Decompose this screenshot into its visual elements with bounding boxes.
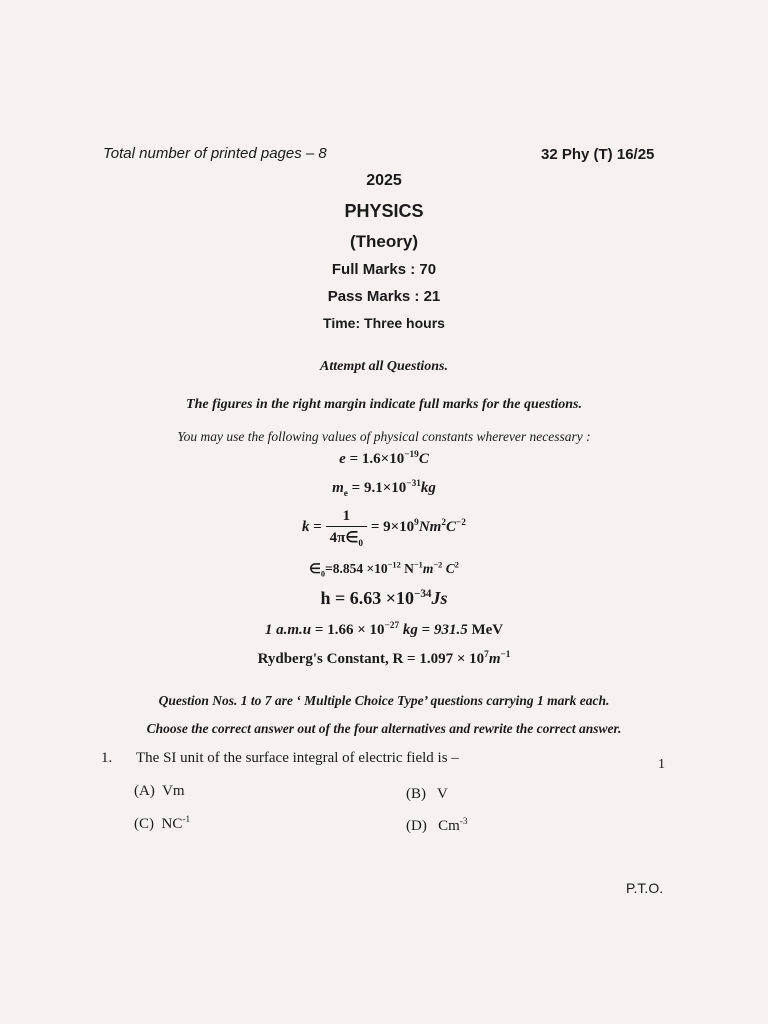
exponent: 9 <box>414 517 419 528</box>
constant-amu: 1 $a.m.u = 1.66 \times 10^{-27}$ kg = 931.5 MeV <box>264 621 504 638</box>
subscript: e <box>343 489 348 499</box>
figures-note: The figures in the right margin indicate full marks for the questions. <box>186 397 582 412</box>
paper-code: 32 Phy (T) 16/25 <box>541 146 655 163</box>
value: = 9.1×10 <box>347 480 407 496</box>
time-allowed: Time: Three hours <box>323 315 445 331</box>
constant-electron-charge <box>0 451 768 468</box>
option-c[interactable] <box>134 816 190 833</box>
question-marks: 1 <box>658 757 665 772</box>
exponent: −19 <box>404 450 419 460</box>
option-label: (D) <box>406 818 427 834</box>
attempt-instruction: Attempt all Questions. <box>320 359 448 374</box>
please-turn-over: P.T.O. <box>626 880 664 896</box>
numerator: 1 <box>326 508 367 527</box>
option-text: Vm <box>162 783 185 799</box>
option-a[interactable] <box>134 783 185 800</box>
option-label: (B) <box>406 786 426 802</box>
symbol: m <box>332 480 344 496</box>
pass-marks: Pass Marks : 21 <box>327 288 441 305</box>
symbol: 1 a.m.u <box>264 622 312 638</box>
option-text: V <box>436 786 448 802</box>
full-marks: Full Marks : 70 <box>331 261 437 278</box>
unit: kg <box>420 480 436 496</box>
option-exponent: -3 <box>459 817 468 827</box>
value: h = 6.63 ×10 <box>320 588 414 608</box>
symbol: ∈ <box>309 561 321 576</box>
constants-note: You may use the following values of physical constants wherever necessary : <box>177 429 591 444</box>
constant-electron-mass <box>0 480 768 497</box>
exam-year: 2025 <box>366 172 402 189</box>
denominator: $4\pi\in_0$ <box>329 530 364 549</box>
total-pages-note: Total number of printed pages – 8 <box>103 145 327 162</box>
value: = 9×10 <box>370 518 415 535</box>
mcq-intro-line1: Question Nos. 1 to 7 are ‘ Multiple Choice Type’ questions carrying 1 mark each. <box>158 693 610 708</box>
question-number: 1. <box>101 750 113 766</box>
option-exponent: -1 <box>182 815 191 825</box>
subject-title: PHYSICS <box>344 201 424 221</box>
value: = 1.6×10 <box>345 451 405 467</box>
paper-type: (Theory) <box>350 232 418 251</box>
fraction <box>326 508 367 547</box>
unit: Js <box>431 588 448 608</box>
option-text: Cm <box>438 818 460 834</box>
constant-rydberg: Rydberg's Constant, $R = 1.097 \times 10^7m^{-1}$ <box>257 650 511 667</box>
symbol: k <box>302 518 310 535</box>
mcq-intro-line2: Choose the correct answer out of the four alternatives and rewrite the correct answer. <box>146 721 622 736</box>
unit: C <box>418 451 429 467</box>
constant-planck: $h = 6.63 \times 10^{-34}Js$ <box>320 588 448 608</box>
symbol: e <box>339 451 346 467</box>
question-text: The SI unit of the surface integral of electric field is – <box>136 750 459 766</box>
constant-coulomb: k = $\frac{1}{4\pi\in_0}$ = $9\times 10^9Nm^2C^{-2}$ <box>302 508 466 549</box>
option-label: (C) <box>134 816 154 832</box>
option-d[interactable] <box>406 818 468 835</box>
unit: Nm <box>418 518 442 535</box>
option-b[interactable] <box>406 786 448 803</box>
value: =8.854 ×10 <box>325 561 388 576</box>
exponent: −31 <box>406 479 421 489</box>
option-label: (A) <box>134 783 155 799</box>
constant-permittivity: $\in_0=8.854 \times 10^{-12}$ $N^{-1}m^{-2}$ $C^2$ <box>309 560 459 579</box>
option-text: NC <box>161 816 183 832</box>
label: Rydberg's Constant, R = 1.097 × 10 <box>257 651 485 667</box>
